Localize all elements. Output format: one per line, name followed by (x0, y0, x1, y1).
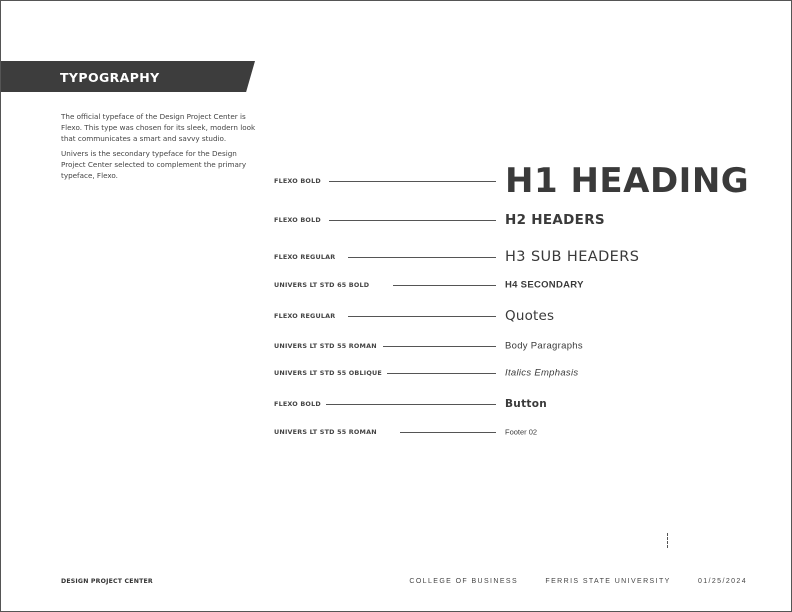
footer-college: COLLEGE OF BUSINESS (409, 578, 519, 585)
leader-line (383, 346, 496, 347)
leader-line (393, 285, 496, 286)
sample-h1: H1 HEADING (505, 161, 750, 201)
style-row-italics (274, 363, 744, 383)
dashed-divider (667, 533, 668, 548)
style-label: UNIVERS LT STD 65 BOLD (274, 281, 370, 289)
sample-button: Button (505, 398, 548, 410)
sample-footer: Footer 02 (505, 427, 538, 437)
style-row-h4 (274, 275, 744, 295)
footer-university: FERRIS STATE UNIVERSITY (545, 578, 671, 585)
style-row-footer (274, 422, 744, 442)
footer-date: 01/25/2024 (697, 578, 747, 585)
style-label: FLEXO BOLD (274, 177, 321, 185)
leader-line (387, 373, 496, 374)
style-row-button (274, 394, 744, 414)
leader-line (329, 220, 496, 221)
leader-line (329, 181, 496, 182)
section-title: TYPOGRAPHY (60, 70, 160, 85)
style-row-h2 (274, 210, 744, 230)
intro-paragraph: Univers is the secondary typeface for the Design Project Center selected to complement the primary typeface, Flexo. (61, 149, 247, 180)
style-row-h3 (274, 247, 744, 267)
footer-organization: DESIGN PROJECT CENTER (61, 578, 153, 585)
style-label: UNIVERS LT STD 55 ROMAN (274, 342, 377, 350)
style-label: UNIVERS LT STD 55 OBLIQUE (274, 369, 382, 377)
style-row-quotes (274, 306, 744, 326)
style-row-body (274, 336, 744, 356)
style-label: UNIVERS LT STD 55 ROMAN (274, 428, 377, 436)
sample-italics: Italics Emphasis (505, 367, 579, 379)
style-label: FLEXO REGULAR (274, 312, 336, 320)
style-label: FLEXO REGULAR (274, 253, 336, 261)
style-label: FLEXO BOLD (274, 400, 321, 408)
sample-quotes: Quotes (505, 308, 555, 324)
sample-h2: H2 HEADERS (505, 212, 605, 228)
style-row-h1 (274, 161, 750, 201)
sample-h3: H3 SUB HEADERS (505, 249, 640, 265)
style-label: FLEXO BOLD (274, 216, 321, 224)
intro-paragraph: The official typeface of the Design Project Center is Flexo. This type was chosen for its sleek, modern look that communicates a smart and savvy studio. (61, 112, 256, 143)
leader-line (348, 316, 496, 317)
sample-h4: H4 SECONDARY (505, 279, 584, 291)
intro-text (61, 111, 261, 181)
footer-info (409, 578, 747, 585)
leader-line (326, 404, 496, 405)
leader-line (400, 432, 496, 433)
sample-body: Body Paragraphs (505, 340, 583, 352)
leader-line (348, 257, 496, 258)
